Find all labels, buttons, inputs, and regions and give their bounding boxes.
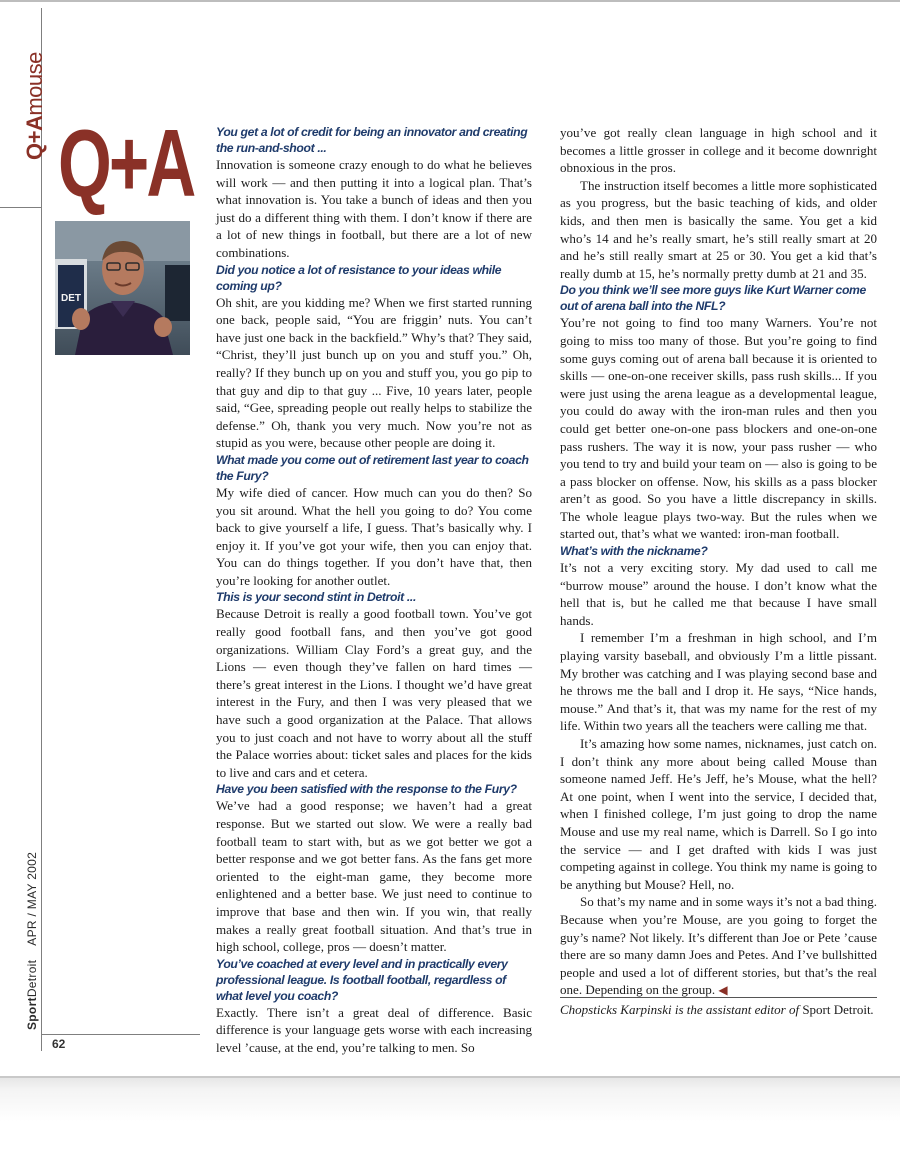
credit-publication: Sport Detroit bbox=[802, 1002, 871, 1017]
page-headline: Q+A bbox=[58, 110, 194, 217]
end-mark-icon: ◀ bbox=[718, 983, 728, 998]
scan-edge-line bbox=[0, 1076, 900, 1078]
portrait-photo bbox=[55, 221, 190, 355]
folio-rule bbox=[41, 1034, 200, 1035]
issue-date: APR / MAY 2002 bbox=[25, 851, 39, 946]
question-2: Did you notice a lot of resistance to your ideas while coming up? bbox=[216, 262, 502, 293]
credit-period: . bbox=[870, 1002, 874, 1017]
sidebar-rule bbox=[41, 8, 42, 1051]
section-label bbox=[22, 52, 48, 160]
answer-5: We’ve had a good response; we haven’t had a great response. But we started out slow. We were a really bad football team to start with, but as we got better we got a better response and we got better fans. As the fans get more oriented to the eight-man game, they become more enlightened and a better base. We just need to continue to improve that base and then win. If you win, that really makes a really great football situation. And that’s true in high school, college, pros — doesn’t matter. bbox=[216, 798, 532, 955]
question-8: What’s with the nickname? bbox=[560, 544, 708, 559]
question-6: You’ve coached at every level and in practically every professional league. Is football football, regardless of what level you coach? bbox=[216, 956, 508, 1003]
answer-8-paragraph-3: It’s amazing how some names, nicknames, just catch on. I don’t think any more about being called Mouse than someone named Jeff. He’s Jeff, he’s Mouse, what the hell? At one point, when I went into the service, I decided that, when I finished college, I’m just going to drop the name Mouse and use my real name, which is Darrell. So I go into the service — and I get drafted with kids I was just competing against in college. You think my name is going to be anything but Mouse? Hell, no. bbox=[560, 736, 877, 892]
article-column-left bbox=[216, 124, 532, 1057]
section-rule bbox=[0, 207, 41, 208]
answer-8: It’s not a very exciting story. My dad used to call me “burrow mouse” around the house. I don’t know what the hell that is, but he called me that because I have small hands. bbox=[560, 560, 877, 628]
page-top-edge bbox=[0, 0, 900, 2]
magazine-name-bold: Sport bbox=[25, 997, 39, 1030]
page-number: 62 bbox=[52, 1037, 66, 1051]
folio-running-footer bbox=[25, 852, 39, 1030]
answer-6-start: Exactly. There isn’t a great deal of difference. Basic difference is your language gets worse with each increasing level ’cause, at the end, you’re talking to men. So bbox=[216, 1004, 532, 1055]
answer-4: Because Detroit is really a good football town. You’ve got really good football fans, and then you’ve got good organizations. William Clay Ford’s a great guy, and the Lions — even though they’ve fallen on hard times — there’s great interest in the Lions. I thought we’d have great interest in the Fury, and then I was very pleased that we have such a good organization at the Palace. That allows you to just coach and not have to worry about all the stuff the Palace worries about: ticket sales and places for the kids to live and cars and et cetera. bbox=[216, 606, 532, 780]
magazine-name-rest: Detroit bbox=[25, 959, 39, 998]
portrait-illustration bbox=[55, 221, 190, 355]
question-7: Do you think we’ll see more guys like Kurt Warner come out of arena ball into the NFL? bbox=[560, 283, 866, 314]
question-4: This is your second stint in Detroit ... bbox=[216, 590, 416, 605]
answer-8-paragraph-4 bbox=[560, 893, 877, 1000]
answer-2: Oh shit, are you kidding me? When we first started running one back, people said, “You are friggin’ nuts. You can’t have just one back in the backfield.” Why’s that? They said, “Christ, they’ll just bunch up on you and stuff you.” Oh, really? If they bunch up on you and stuff you, you go pip to that guy and dip to that guy ... Five, 10 years later, people said, “Gee, spreading people out really helps to stabilize the defense.” Oh, thank you very much. Now you’re not as stupid as you were, because other people are doing it. bbox=[216, 294, 532, 451]
author-credit bbox=[560, 1002, 890, 1018]
answer-8-paragraph-2: I remember I’m a freshman in high school, and I’m playing varsity baseball, and obviously I’m a little pissant. My brother was catching and I was playing second base and he throws me the ball and I drop it. He says, “Nice hands, mouse.” And that’s it, that was my name for the rest of my life. Within two years all the teachers were calling me that. bbox=[560, 630, 877, 734]
credit-rule bbox=[560, 997, 877, 998]
answer-3: My wife died of cancer. How much can you do then? So you sit around. What the hell you going to do? You come back to give yourself a life, I guess. That’s basically why. I enjoy it. If you’ve got your wife, then you can enjoy that. You can do things together. If you don’t have that, then you’re looking for another outlet. bbox=[216, 484, 532, 588]
answer-7: You’re not going to find too many Warners. You’re not going to miss too many of those. But you’re going to find some guys coming out of arena ball because it is oriented to skills — one-on-one receiver skills, pass rush skills... If you were just using the arena league as a developmental league, you could do away with the iron-man rules and then you could get better one-on-one pass blockers and one-on-one pass rushers. The way it is now, your pass rusher — who you tend to try and build your team on — also is going to be a pass blocker on offense. Now, his skills as a pass blocker aren’t as good. So you have a little discrepancy in skills. The whole league plays two-way. But the rules when we started out, that’s what we wanted: iron-man football. bbox=[560, 315, 877, 542]
article-column-right bbox=[560, 124, 877, 1000]
author-credit-text: Chopsticks Karpinski is the assistant editor of bbox=[560, 1002, 803, 1017]
question-5: Have you been satisfied with the response to the Fury? bbox=[216, 782, 517, 797]
answer-6-paragraph-2: The instruction itself becomes a little more sophisticated as you progress, but the basic teaching of kids, and older kids, and then men is basically the same. You get a kid who’s 14 and he’s really smart, he’s still really smart at 20 and he’s still really smart at 25 or 30. You get a kid that’s really dumb at 15, he’s normally pretty dumb at 21 and 35. bbox=[560, 177, 877, 281]
question-1: You get a lot of credit for being an innovator and creating the run-and-shoot ... bbox=[216, 125, 528, 155]
answer-8-paragraph-4-text: So that’s my name and in some ways it’s not a bad thing. Because when you’re Mouse, are you going to forget the guy’s name? Not likely. It’s different than Joe or Pete ’cause there are so many damn Joes and Petes. And I’ve bullshitted people and used a lot of different stories, but that’s the real one. Depending on the group. bbox=[560, 894, 877, 998]
jersey-text: DET bbox=[61, 293, 81, 304]
answer-1: Innovation is someone crazy enough to do what he believes will work — and then putting it into a logical plan. That’s what innovation is. You take a bunch of ideas and then you just do a different thing with them. I don’t know if there are a lot of new things in football, but there are a lot of new combinations. bbox=[216, 157, 532, 260]
scan-bottom-margin bbox=[0, 1076, 900, 1152]
section-label-prefix: Q+A bbox=[22, 115, 47, 160]
section-label-suffix: mouse bbox=[22, 52, 47, 116]
answer-6-continued: you’ve got really clean language in high school and it becomes a little grosser in college and it become downright obnoxious in the pros. bbox=[560, 125, 877, 176]
question-3: What made you come out of retirement last year to coach the Fury? bbox=[216, 452, 529, 483]
